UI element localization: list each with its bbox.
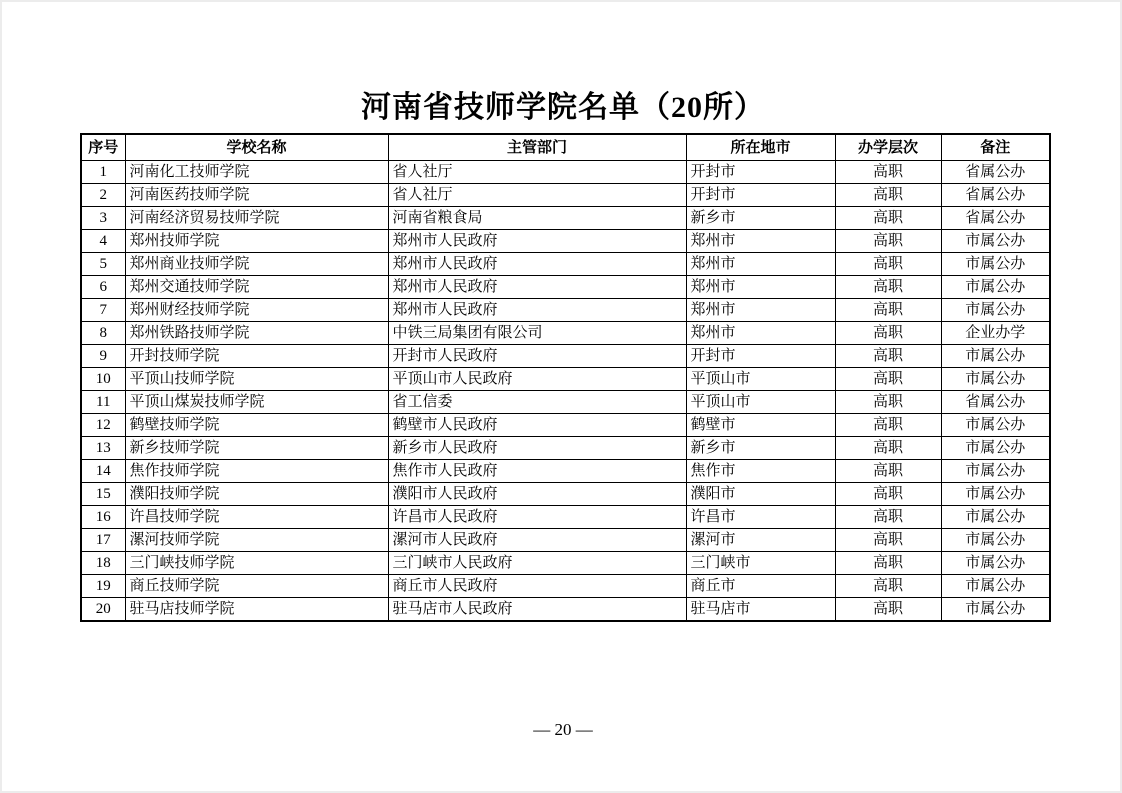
cell-remark: 省属公办 [941, 184, 1050, 207]
cell-department: 驻马店市人民政府 [388, 598, 686, 622]
table-row [81, 529, 1050, 552]
cell-remark: 省属公办 [941, 161, 1050, 184]
cell-level: 高职 [835, 483, 941, 506]
page-number: — 20 — [533, 720, 593, 739]
column-header-level: 办学层次 [835, 134, 941, 161]
cell-school-name: 河南化工技师学院 [125, 161, 388, 184]
cell-city: 三门峡市 [686, 552, 835, 575]
cell-city: 平顶山市 [686, 391, 835, 414]
cell-index: 3 [81, 207, 125, 230]
cell-school-name: 驻马店技师学院 [125, 598, 388, 622]
column-header-city: 所在地市 [686, 134, 835, 161]
cell-index: 18 [81, 552, 125, 575]
cell-index: 8 [81, 322, 125, 345]
cell-school-name: 新乡技师学院 [125, 437, 388, 460]
cell-level: 高职 [835, 437, 941, 460]
cell-school-name: 平顶山煤炭技师学院 [125, 391, 388, 414]
cell-school-name: 焦作技师学院 [125, 460, 388, 483]
table-row [81, 345, 1050, 368]
cell-index: 2 [81, 184, 125, 207]
cell-level: 高职 [835, 207, 941, 230]
cell-school-name: 漯河技师学院 [125, 529, 388, 552]
cell-remark: 市属公办 [941, 230, 1050, 253]
cell-city: 郑州市 [686, 276, 835, 299]
column-header-remark: 备注 [941, 134, 1050, 161]
cell-department: 商丘市人民政府 [388, 575, 686, 598]
cell-index: 11 [81, 391, 125, 414]
cell-school-name: 郑州财经技师学院 [125, 299, 388, 322]
cell-index: 15 [81, 483, 125, 506]
cell-level: 高职 [835, 253, 941, 276]
cell-level: 高职 [835, 575, 941, 598]
cell-city: 平顶山市 [686, 368, 835, 391]
table-row [81, 414, 1050, 437]
cell-level: 高职 [835, 299, 941, 322]
table-row [81, 161, 1050, 184]
cell-remark: 市属公办 [941, 552, 1050, 575]
cell-department: 焦作市人民政府 [388, 460, 686, 483]
cell-department: 郑州市人民政府 [388, 230, 686, 253]
cell-index: 6 [81, 276, 125, 299]
cell-school-name: 鹤壁技师学院 [125, 414, 388, 437]
cell-index: 16 [81, 506, 125, 529]
cell-index: 19 [81, 575, 125, 598]
cell-index: 13 [81, 437, 125, 460]
cell-remark: 市属公办 [941, 437, 1050, 460]
cell-remark: 市属公办 [941, 598, 1050, 622]
table-row [81, 253, 1050, 276]
table-row [81, 391, 1050, 414]
cell-index: 7 [81, 299, 125, 322]
cell-school-name: 濮阳技师学院 [125, 483, 388, 506]
table-row [81, 299, 1050, 322]
cell-city: 开封市 [686, 184, 835, 207]
cell-department: 新乡市人民政府 [388, 437, 686, 460]
cell-level: 高职 [835, 529, 941, 552]
cell-department: 濮阳市人民政府 [388, 483, 686, 506]
cell-city: 新乡市 [686, 437, 835, 460]
cell-level: 高职 [835, 161, 941, 184]
cell-remark: 市属公办 [941, 276, 1050, 299]
cell-school-name: 郑州铁路技师学院 [125, 322, 388, 345]
cell-department: 省人社厅 [388, 161, 686, 184]
cell-city: 郑州市 [686, 299, 835, 322]
cell-department: 郑州市人民政府 [388, 299, 686, 322]
cell-city: 开封市 [686, 345, 835, 368]
cell-remark: 市属公办 [941, 253, 1050, 276]
cell-remark: 市属公办 [941, 483, 1050, 506]
cell-level: 高职 [835, 506, 941, 529]
column-header-department: 主管部门 [388, 134, 686, 161]
cell-index: 20 [81, 598, 125, 622]
cell-school-name: 开封技师学院 [125, 345, 388, 368]
cell-remark: 省属公办 [941, 391, 1050, 414]
cell-department: 鹤壁市人民政府 [388, 414, 686, 437]
table-row [81, 207, 1050, 230]
cell-school-name: 郑州交通技师学院 [125, 276, 388, 299]
cell-remark: 市属公办 [941, 529, 1050, 552]
cell-city: 郑州市 [686, 322, 835, 345]
table-row [81, 598, 1050, 622]
table-row [81, 322, 1050, 345]
column-header-index: 序号 [81, 134, 125, 161]
cell-department: 漯河市人民政府 [388, 529, 686, 552]
cell-city: 新乡市 [686, 207, 835, 230]
cell-city: 漯河市 [686, 529, 835, 552]
cell-level: 高职 [835, 276, 941, 299]
cell-remark: 市属公办 [941, 299, 1050, 322]
cell-department: 省工信委 [388, 391, 686, 414]
cell-index: 14 [81, 460, 125, 483]
cell-remark: 市属公办 [941, 460, 1050, 483]
table-row [81, 276, 1050, 299]
cell-department: 许昌市人民政府 [388, 506, 686, 529]
cell-index: 17 [81, 529, 125, 552]
table-row [81, 460, 1050, 483]
cell-city: 驻马店市 [686, 598, 835, 622]
cell-remark: 企业办学 [941, 322, 1050, 345]
table-row [81, 483, 1050, 506]
table-row [81, 184, 1050, 207]
cell-remark: 市属公办 [941, 506, 1050, 529]
cell-remark: 市属公办 [941, 575, 1050, 598]
table-row [81, 437, 1050, 460]
cell-school-name: 三门峡技师学院 [125, 552, 388, 575]
school-roster-table [80, 133, 1051, 622]
cell-level: 高职 [835, 345, 941, 368]
cell-index: 12 [81, 414, 125, 437]
cell-index: 10 [81, 368, 125, 391]
cell-city: 商丘市 [686, 575, 835, 598]
cell-school-name: 河南医药技师学院 [125, 184, 388, 207]
table-row [81, 230, 1050, 253]
table-row [81, 368, 1050, 391]
table-header-row [81, 134, 1050, 161]
cell-school-name: 平顶山技师学院 [125, 368, 388, 391]
cell-city: 许昌市 [686, 506, 835, 529]
cell-remark: 省属公办 [941, 207, 1050, 230]
cell-department: 河南省粮食局 [388, 207, 686, 230]
table-row [81, 552, 1050, 575]
cell-level: 高职 [835, 460, 941, 483]
cell-level: 高职 [835, 598, 941, 622]
cell-department: 中铁三局集团有限公司 [388, 322, 686, 345]
cell-level: 高职 [835, 552, 941, 575]
cell-index: 1 [81, 161, 125, 184]
cell-level: 高职 [835, 391, 941, 414]
cell-index: 5 [81, 253, 125, 276]
cell-department: 郑州市人民政府 [388, 276, 686, 299]
cell-city: 郑州市 [686, 230, 835, 253]
cell-school-name: 商丘技师学院 [125, 575, 388, 598]
cell-city: 焦作市 [686, 460, 835, 483]
cell-department: 开封市人民政府 [388, 345, 686, 368]
cell-level: 高职 [835, 368, 941, 391]
cell-school-name: 郑州技师学院 [125, 230, 388, 253]
cell-index: 4 [81, 230, 125, 253]
cell-city: 鹤壁市 [686, 414, 835, 437]
cell-remark: 市属公办 [941, 345, 1050, 368]
cell-city: 郑州市 [686, 253, 835, 276]
column-header-school: 学校名称 [125, 134, 388, 161]
cell-school-name: 郑州商业技师学院 [125, 253, 388, 276]
cell-level: 高职 [835, 414, 941, 437]
cell-school-name: 河南经济贸易技师学院 [125, 207, 388, 230]
cell-index: 9 [81, 345, 125, 368]
table-row [81, 506, 1050, 529]
cell-city: 濮阳市 [686, 483, 835, 506]
cell-department: 平顶山市人民政府 [388, 368, 686, 391]
cell-level: 高职 [835, 230, 941, 253]
cell-department: 省人社厅 [388, 184, 686, 207]
cell-department: 三门峡市人民政府 [388, 552, 686, 575]
cell-remark: 市属公办 [941, 414, 1050, 437]
cell-school-name: 许昌技师学院 [125, 506, 388, 529]
cell-city: 开封市 [686, 161, 835, 184]
cell-department: 郑州市人民政府 [388, 253, 686, 276]
table-row [81, 575, 1050, 598]
cell-remark: 市属公办 [941, 368, 1050, 391]
page-title: 河南省技师学院名单（20所） [361, 91, 765, 124]
cell-level: 高职 [835, 184, 941, 207]
cell-level: 高职 [835, 322, 941, 345]
